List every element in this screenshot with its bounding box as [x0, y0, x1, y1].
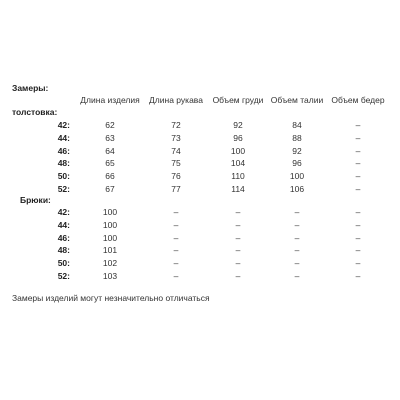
size-label: 42:	[57, 207, 70, 217]
table-cell: 100	[102, 207, 118, 217]
table-cell: –	[294, 232, 300, 243]
table-cell: 84	[292, 120, 302, 130]
table-cell: 67	[105, 184, 115, 194]
table-cell: 63	[105, 132, 115, 143]
table-cell: –	[235, 207, 241, 217]
column-header-waist: Объем талии	[270, 95, 324, 105]
table-cell: –	[355, 184, 361, 194]
table-cell: –	[294, 245, 300, 256]
table-cell: –	[355, 207, 361, 217]
table-cell: –	[173, 219, 179, 230]
table-cell: –	[294, 271, 300, 281]
size-label: 46:	[57, 145, 70, 156]
table-cell: –	[355, 132, 361, 143]
size-label: 50:	[57, 171, 70, 182]
section-label-trousers: Брюки:	[20, 195, 51, 205]
table-cell: 106	[289, 184, 305, 194]
column-header-hips: Объем бедер	[331, 95, 385, 105]
table-cell: 88	[292, 132, 302, 143]
table-cell: 96	[233, 132, 243, 143]
table-cell: –	[294, 219, 300, 230]
table-cell: 75	[171, 158, 181, 169]
size-label: 52:	[57, 271, 70, 281]
size-label: 48:	[57, 245, 70, 256]
table-cell: 102	[102, 258, 118, 269]
table-cell: 103	[102, 271, 118, 281]
table-cell: 65	[105, 158, 115, 169]
footnote: Замеры изделий могут незначительно отличаться	[12, 293, 210, 303]
table-cell: –	[355, 171, 361, 182]
table-cell: 92	[233, 120, 243, 130]
size-label: 48:	[57, 158, 70, 169]
table-cell: –	[235, 219, 241, 230]
table-cell: –	[355, 245, 361, 256]
table-cell: –	[173, 271, 179, 281]
table-cell: –	[355, 271, 361, 281]
table-cell: 100	[102, 219, 118, 230]
table-cell: 62	[105, 120, 115, 130]
table-cell: 100	[230, 145, 246, 156]
table-cell: 66	[105, 171, 115, 182]
table-cell: –	[173, 245, 179, 256]
table-cell: 92	[292, 145, 302, 156]
table-cell: 100	[102, 232, 118, 243]
table-cell: 96	[292, 158, 302, 169]
table-cell: –	[235, 245, 241, 256]
table-cell: 64	[105, 145, 115, 156]
table-cell: –	[355, 232, 361, 243]
table-cell: 77	[171, 184, 181, 194]
table-cell: 72	[171, 120, 181, 130]
table-cell: –	[235, 271, 241, 281]
table-cell: 114	[231, 184, 245, 194]
column-header-chest: Объем груди	[212, 95, 264, 105]
chart-title: Замеры:	[12, 83, 49, 93]
table-cell: 76	[171, 171, 181, 182]
table-cell: –	[173, 207, 179, 217]
size-label: 42:	[57, 120, 70, 130]
table-cell: 74	[171, 145, 181, 156]
table-cell: 101	[102, 245, 118, 256]
table-cell: 104	[230, 158, 246, 169]
size-label: 44:	[57, 219, 70, 230]
table-cell: 100	[289, 171, 305, 182]
table-cell: –	[355, 219, 361, 230]
size-label: 44:	[57, 132, 70, 143]
table-cell: –	[173, 232, 179, 243]
size-label: 46:	[57, 232, 70, 243]
size-label: 50:	[57, 258, 70, 269]
table-cell: –	[355, 258, 361, 269]
table-cell: 110	[231, 171, 245, 182]
table-cell: –	[355, 120, 361, 130]
column-header-product-length: Длина изделия	[80, 95, 140, 105]
table-cell: –	[355, 158, 361, 169]
table-cell: –	[235, 258, 241, 269]
table-cell: –	[294, 207, 300, 217]
table-cell: –	[294, 258, 300, 269]
section-label-hoodie: толстовка:	[12, 107, 58, 117]
column-header-sleeve-length: Длина рукава	[149, 95, 203, 105]
table-cell: 73	[171, 132, 181, 143]
size-label: 52:	[57, 184, 70, 194]
table-cell: –	[355, 145, 361, 156]
table-cell: –	[173, 258, 179, 269]
table-cell: –	[235, 232, 241, 243]
